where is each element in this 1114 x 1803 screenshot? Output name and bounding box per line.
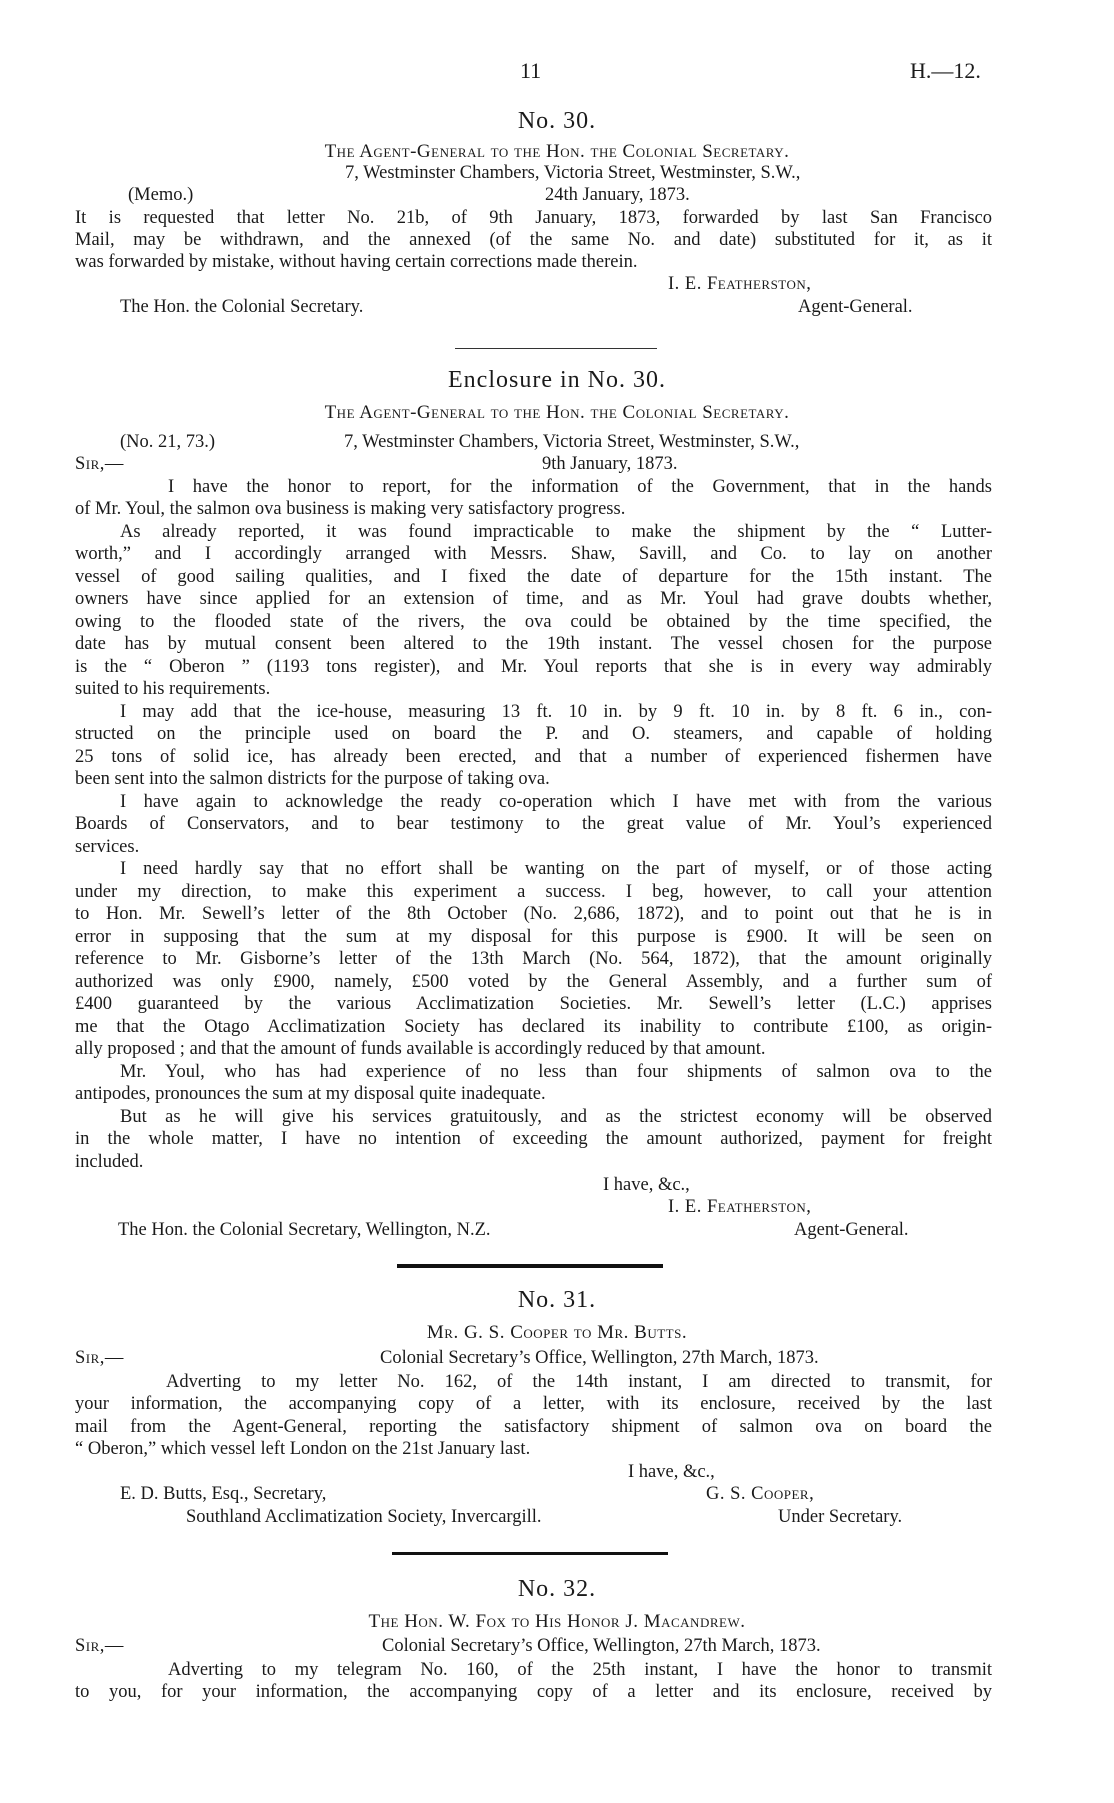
enclosure-30-body-line: to Hon. Mr. Sewell’s letter of the 8th October (No. 2,686, 1872), and to point out that he is in: [75, 904, 992, 924]
enclosure-30-body-line: 25 tons of solid ice, has already been erected, and that a number of experienced fishermen have: [75, 747, 992, 767]
section-32-body-line: Adverting to my telegram No. 160, of the 25th instant, I have the honor to transmit: [168, 1660, 992, 1680]
enclosure-30-body-line: I need hardly say that no effort shall be wanting on the part of myself, or of those acting: [120, 859, 992, 879]
enclosure-30-body-line: of Mr. Youl, the salmon ova business is making very satisfactory progress.: [75, 499, 626, 519]
page-number: 11: [520, 58, 542, 83]
section-30-title: No. 30.: [517, 108, 597, 134]
section-divider: [392, 1552, 668, 1555]
section-31-body-line: “ Oberon,” which vessel left London on the 21st January last.: [75, 1439, 531, 1459]
enclosure-30-body-line: owing to the flooded state of the rivers, the ova could be obtained by the time specified, the: [75, 612, 992, 632]
enclosure-30-date: 9th January, 1873.: [542, 454, 678, 474]
enclosure-30-body-line: is the “ Oberon ” (1193 tons register), and Mr. Youl reports that she is in every way admirably: [75, 657, 992, 677]
section-31-closing: I have, &c.,: [628, 1462, 715, 1482]
section-31-title: No. 31.: [517, 1287, 597, 1313]
enclosure-30-salutation: Sir,—: [75, 454, 124, 474]
enclosure-30-body-line: Boards of Conservators, and to bear testimony to the great value of Mr. Youl’s experienced: [75, 814, 992, 834]
enclosure-30-body-line: ally proposed ; and that the amount of funds available is accordingly reduced by that amount.: [75, 1039, 766, 1059]
enclosure-30-body-line: I have the honor to report, for the information of the Government, that in the hands: [168, 477, 992, 497]
section-30-date: 24th January, 1873.: [545, 185, 690, 205]
enclosure-30-address: 7, Westminster Chambers, Victoria Street, Westminster, S.W.,: [344, 432, 800, 452]
section-30-sender-title: Agent-General.: [798, 297, 913, 317]
enclosure-30-subtitle: The Agent-General to the Hon. the Colonial Secretary.: [324, 402, 790, 423]
section-32-subtitle: The Hon. W. Fox to His Honor J. Macandrew.: [368, 1611, 746, 1632]
section-30-body-line: It is requested that letter No. 21b, of 9th January, 1873, forwarded by last San Francisco: [75, 208, 992, 228]
section-31-recipient-organization: Southland Acclimatization Society, Invercargill.: [186, 1507, 542, 1527]
enclosure-30-sender: I. E. Featherston,: [668, 1197, 812, 1217]
enclosure-30-body-line: date has by mutual consent been altered to the 19th instant. The vessel chosen for the purpose: [75, 634, 992, 654]
section-30-subtitle: The Agent-General to the Hon. the Colonial Secretary.: [324, 141, 790, 162]
enclosure-30-body-line: included.: [75, 1152, 144, 1172]
document-reference: H.—12.: [910, 58, 981, 83]
enclosure-30-body-line: error in supposing that the sum at my disposal for this purpose is £900. It will be seen on: [75, 927, 992, 947]
enclosure-30-body-line: vessel of good sailing qualities, and I fixed the date of departure for the 15th instant. The: [75, 567, 992, 587]
section-31-body-line: mail from the Agent-General, reporting the satisfactory shipment of salmon ova on board the: [75, 1417, 992, 1437]
section-31-recipient: E. D. Butts, Esq., Secretary,: [120, 1484, 327, 1504]
enclosure-30-reference: (No. 21, 73.): [120, 432, 216, 452]
enclosure-30-body-line: been sent into the salmon districts for the purpose of taking ova.: [75, 769, 550, 789]
enclosure-30-body-line: services.: [75, 837, 140, 857]
section-31-body-line: your information, the accompanying copy of a letter, with its enclosure, received by the last: [75, 1394, 992, 1414]
section-30-sender: I. E. Featherston,: [668, 274, 812, 294]
section-31-subtitle: Mr. G. S. Cooper to Mr. Butts.: [426, 1322, 688, 1343]
section-31-address: Colonial Secretary’s Office, Wellington, 27th March, 1873.: [380, 1348, 819, 1368]
section-32-address: Colonial Secretary’s Office, Wellington, 27th March, 1873.: [382, 1636, 821, 1656]
section-31-sender-title: Under Secretary.: [778, 1507, 903, 1527]
enclosure-30-body-line: worth,” and I accordingly arranged with Messrs. Shaw, Savill, and Co. to lay on another: [75, 544, 992, 564]
section-30-body-line: was forwarded by mistake, without having certain corrections made therein.: [75, 252, 638, 272]
enclosure-30-body-line: structed on the principle used on board the P. and O. steamers, and capable of holding: [75, 724, 992, 744]
section-30-memo: (Memo.): [128, 185, 194, 205]
section-30-address: 7, Westminster Chambers, Victoria Street, Westminster, S.W.,: [345, 163, 801, 183]
enclosure-30-sender-title: Agent-General.: [794, 1220, 909, 1240]
section-30-recipient: The Hon. the Colonial Secretary.: [120, 297, 364, 317]
enclosure-30-body-line: reference to Mr. Gisborne’s letter of the 13th March (No. 564, 1872), that the amount originally: [75, 949, 992, 969]
enclosure-30-body-line: antipodes, pronounces the sum at my disposal quite inadequate.: [75, 1084, 546, 1104]
enclosure-30-body-line: As already reported, it was found impracticable to make the shipment by the “ Lutter-: [120, 522, 992, 542]
enclosure-30-body-line: authorized was only £900, namely, £500 voted by the General Assembly, and a further sum of: [75, 972, 992, 992]
section-divider: [397, 1264, 663, 1268]
enclosure-30-body-line: But as he will give his services gratuitously, and as the strictest economy will be observed: [120, 1107, 992, 1127]
enclosure-30-body-line: under my direction, to make this experiment a success. I beg, however, to call your attention: [75, 882, 992, 902]
section-32-salutation: Sir,—: [75, 1636, 124, 1656]
enclosure-30-recipient: The Hon. the Colonial Secretary, Wellington, N.Z.: [118, 1220, 491, 1240]
enclosure-30-body-line: I may add that the ice-house, measuring 13 ft. 10 in. by 9 ft. 10 in. by 8 ft. 6 in., con-: [120, 702, 992, 722]
section-31-sender: G. S. Cooper,: [706, 1484, 815, 1504]
enclosure-30-body-line: Mr. Youl, who has had experience of no less than four shipments of salmon ova to the: [120, 1062, 992, 1082]
section-32-title: No. 32.: [517, 1576, 597, 1602]
section-30-body-line: Mail, may be withdrawn, and the annexed (of the same No. and date) substituted for it, as it: [75, 230, 992, 250]
section-31-body-line: Adverting to my letter No. 162, of the 14th instant, I am directed to transmit, for: [166, 1372, 992, 1392]
enclosure-30-body-line: owners have since applied for an extension of time, and as Mr. Youl had grave doubts whether,: [75, 589, 992, 609]
enclosure-30-closing: I have, &c.,: [603, 1175, 690, 1195]
enclosure-30-body-line: I have again to acknowledge the ready co-operation which I have met with from the various: [120, 792, 992, 812]
enclosure-30-body-line: £400 guaranteed by the various Acclimatization Societies. Mr. Sewell’s letter (L.C.) apprises: [75, 994, 992, 1014]
enclosure-30-body-line: in the whole matter, I have no intention of exceeding the amount authorized, payment for freight: [75, 1129, 992, 1149]
enclosure-30-body-line: suited to his requirements.: [75, 679, 271, 699]
section-31-salutation: Sir,—: [75, 1348, 124, 1368]
enclosure-30-body-line: me that the Otago Acclimatization Society has declared its inability to contribute £100, as origin-: [75, 1017, 992, 1037]
section-divider: [455, 348, 657, 349]
section-32-body-line: to you, for your information, the accompanying copy of a letter and its enclosure, received by: [75, 1682, 992, 1702]
enclosure-30-title: Enclosure in No. 30.: [448, 367, 666, 393]
